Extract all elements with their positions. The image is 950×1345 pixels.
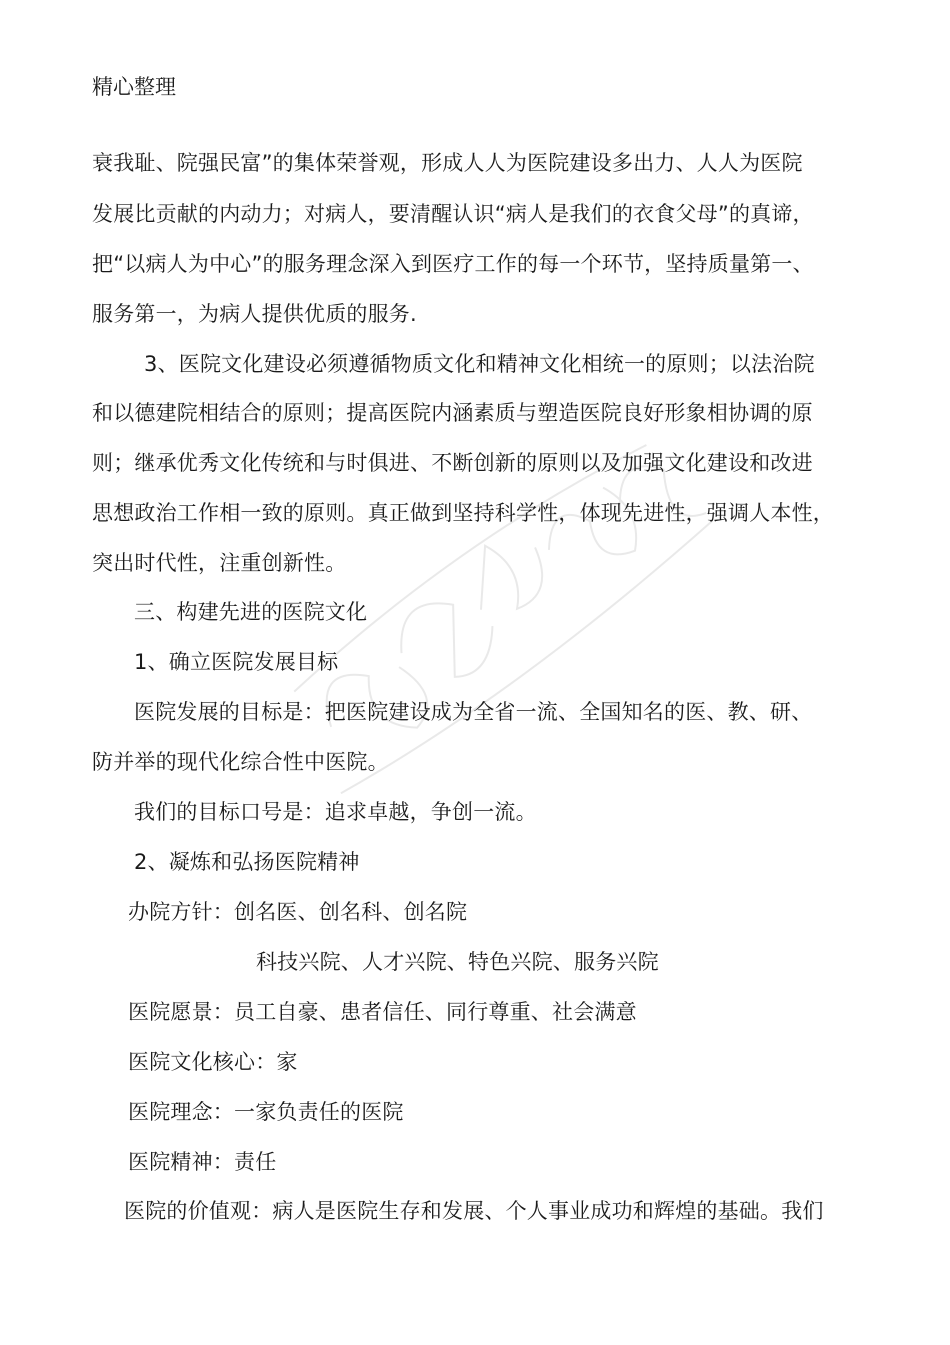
text-line: 我们的目标口号是：追求卓越，争创一流。 xyxy=(134,800,537,824)
text-line: 衰我耻、院强民富”的集体荣誉观，形成人人为医院建设多出力、人人为医院 xyxy=(92,151,803,175)
text-line: 医院理念：一家负责任的医院 xyxy=(128,1100,404,1124)
text-line: 和以德建院相结合的原则；提高医院内涵素质与塑造医院良好形象相协调的原 xyxy=(92,401,813,425)
page-header: 精心整理 xyxy=(92,75,176,99)
text-line: 把“以病人为中心”的服务理念深入到医疗工作的每一个环节，坚持质量第一、 xyxy=(92,252,814,276)
text-line: 发展比贡献的内动力；对病人，要清醒认识“病人是我们的衣食父母”的真谛， xyxy=(92,202,814,226)
text-line: 服务第一，为病人提供优质的服务. xyxy=(92,302,417,326)
text-line: 科技兴院、人才兴院、特色兴院、服务兴院 xyxy=(256,950,659,974)
subsection-heading: 1、确立医院发展目标 xyxy=(134,650,339,674)
text-line: 医院发展的目标是：把医院建设成为全省一流、全国知名的医、教、研、 xyxy=(134,700,813,724)
text-line: 则；继承优秀文化传统和与时俱进、不断创新的原则以及加强文化建设和改进 xyxy=(92,451,813,475)
text-line: 医院文化核心：家 xyxy=(128,1050,298,1074)
text-line: 办院方针：创名医、创名科、创名院 xyxy=(128,900,468,924)
subsection-heading: 2、凝炼和弘扬医院精神 xyxy=(134,850,360,874)
text-line: 防并举的现代化综合性中医院。 xyxy=(92,750,389,774)
text-line: 医院的价值观：病人是医院生存和发展、个人事业成功和辉煌的基础。我们 xyxy=(124,1199,824,1223)
text-line: 3、医院文化建设必须遵循物质文化和精神文化相统一的原则；以法治院 xyxy=(144,352,815,376)
text-line: 医院精神：责任 xyxy=(128,1150,277,1174)
text-line: 突出时代性，注重创新性。 xyxy=(92,551,347,575)
text-line: 思想政治工作相一致的原则。真正做到坚持科学性，体现先进性，强调人本性， xyxy=(92,501,834,525)
text-line: 医院愿景：员工自豪、患者信任、同行尊重、社会满意 xyxy=(128,1000,637,1024)
section-heading: 三、构建先进的医院文化 xyxy=(134,600,368,624)
